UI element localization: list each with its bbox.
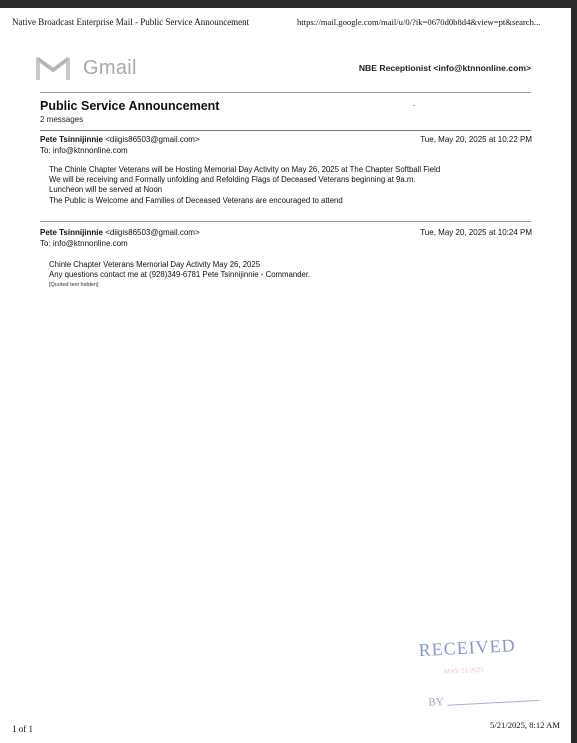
sender-name: Pete Tsinnijinnie: [40, 228, 103, 237]
body-line: Any questions contact me at (928)349-6781 Pete Tsinnijinnie - Commander.: [49, 270, 311, 280]
sender-email: <diigis86503@gmail.com>: [105, 135, 200, 144]
gmail-m-icon: [36, 55, 70, 81]
print-header-title: Native Broadcast Enterprise Mail - Public Service Announcement: [12, 17, 250, 27]
quoted-text-toggle[interactable]: [Quoted text hidden]: [49, 282, 99, 289]
stamp-date: MAY 21 2025: [443, 665, 484, 676]
message-1-recipient: To: info@ktnnonline.com: [40, 146, 128, 155]
print-header-url: https://mail.google.com/mail/u/0/?ik=0670d0b8d4&view=pt&search...: [297, 17, 541, 27]
print-timestamp: 5/21/2025, 8:12 AM: [490, 720, 560, 730]
subject-divider: [40, 130, 531, 131]
message-2-body: [49, 260, 310, 290]
message-1-sender: [40, 135, 200, 144]
body-line: Chinle Chapter Veterans Memorial Day Activity May 26, 2025: [49, 260, 261, 269]
body-line: We will be receiving and Formally unfolding and Refolding Flags of Deceased Veterans beginning at 9a.m.: [49, 175, 416, 185]
body-line: The Chinle Chapter Veterans will be Hosting Memorial Day Activity on May 26, 2025 at The Chapter Softball Field: [49, 165, 441, 174]
thread-subject: Public Service Announcement: [40, 99, 220, 113]
message-2-date: Tue, May 20, 2025 at 10:24 PM: [420, 228, 532, 237]
header-divider: [40, 92, 531, 93]
sender-name: Pete Tsinnijinnie: [40, 135, 103, 144]
page-number: 1 of 1: [12, 724, 33, 734]
message-2-sender: [40, 228, 200, 237]
message-2-recipient: To: info@ktnnonline.com: [40, 239, 128, 248]
account-label: NBE Receptionist <info@ktnnonline.com>: [358, 63, 531, 73]
message-1-date: Tue, May 20, 2025 at 10:22 PM: [420, 135, 532, 144]
sender-email: <diigis86503@gmail.com>: [105, 228, 200, 237]
received-stamp: [408, 628, 552, 717]
stamp-received-text: RECEIVED: [418, 635, 517, 661]
stamp-signature-line: [448, 700, 540, 706]
message-count: 2 messages: [40, 115, 84, 124]
gmail-wordmark: Gmail: [83, 57, 137, 79]
body-line: The Public is Welcome and Families of Deceased Veterans are encouraged to attend: [49, 195, 343, 205]
message-1-body: [49, 165, 440, 206]
scan-speck: [413, 105, 415, 106]
message-divider: [40, 221, 531, 222]
stamp-by-label: BY: [428, 695, 445, 709]
printed-page: [0, 8, 571, 743]
body-line: Luncheon will be served at Noon: [49, 185, 163, 195]
